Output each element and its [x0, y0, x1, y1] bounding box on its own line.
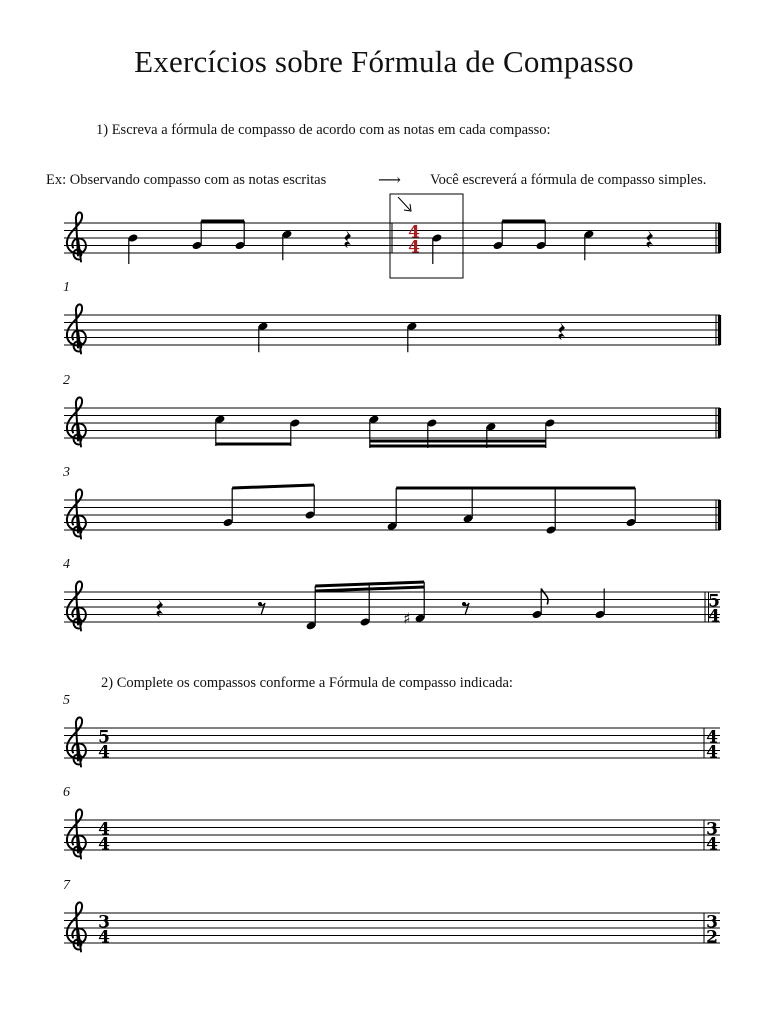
end-time-signature-6-bottom: 4 — [706, 834, 718, 855]
eighth-rest-icon — [258, 602, 265, 615]
end-time-signature-4-bottom: 4 — [708, 606, 720, 627]
beam — [232, 485, 314, 488]
note-flag — [541, 589, 548, 605]
beam — [315, 587, 424, 591]
start-time-signature-6-bottom: 4 — [98, 834, 110, 855]
start-time-signature-5-bottom: 4 — [98, 742, 110, 763]
page-title: Exercícios sobre Fórmula de Compasso — [134, 44, 634, 79]
measure-number-2: 2 — [63, 373, 70, 388]
arrow-right-icon: ⟶ — [378, 172, 401, 189]
staff-ex5 — [64, 717, 720, 766]
end-time-signature-5-bottom: 4 — [706, 742, 718, 763]
beam — [315, 582, 424, 586]
example-time-signature-bottom: 4 — [408, 237, 420, 258]
measure-number-5: 5 — [63, 693, 70, 708]
instruction-1: 1) Escreva a fórmula de compasso de acordo com as notas em cada compasso: — [96, 122, 551, 138]
end-time-signature-7-top: 3 — [706, 912, 718, 933]
arrow-diagonal-icon — [398, 197, 410, 210]
start-time-signature-5-top: 5 — [98, 727, 110, 748]
end-time-signature-5-top: 4 — [706, 727, 718, 748]
start-time-signature-7-top: 3 — [98, 912, 110, 933]
staff-ex2 — [64, 397, 720, 446]
example-text-left: Ex: Observando compasso com as notas escritas — [46, 172, 327, 188]
measure-number-7: 7 — [63, 878, 70, 893]
treble-clef-icon — [67, 717, 86, 766]
example-box — [390, 194, 463, 278]
treble-clef-icon — [67, 581, 86, 630]
measure-number-6: 6 — [63, 785, 70, 800]
measure-number-1: 1 — [63, 280, 70, 295]
end-time-signature-4-top: 5 — [708, 591, 720, 612]
treble-clef-icon — [67, 397, 86, 446]
measure-number-4: 4 — [63, 557, 70, 572]
staff-ex3 — [64, 489, 720, 538]
staff-ex6 — [64, 809, 720, 858]
start-time-signature-6-top: 4 — [98, 819, 110, 840]
start-time-signature-7-bottom: 4 — [98, 927, 110, 948]
staff-ex7 — [64, 902, 720, 951]
treble-clef-icon — [67, 489, 86, 538]
eighth-rest-icon — [462, 602, 469, 615]
treble-clef-icon — [67, 809, 86, 858]
example-time-signature-top: 4 — [408, 222, 420, 243]
end-time-signature-6-top: 3 — [706, 819, 718, 840]
end-time-signature-7-bottom: 2 — [706, 927, 718, 948]
sharp-icon: ♯ — [403, 609, 411, 628]
measure-number-3: 3 — [63, 465, 70, 480]
treble-clef-icon — [67, 304, 86, 353]
treble-clef-icon — [67, 902, 86, 951]
treble-clef-icon — [67, 212, 86, 261]
example-text-right: Você escreverá a fórmula de compasso simples. — [430, 172, 707, 188]
staff-ex1 — [64, 304, 720, 353]
instruction-2: 2) Complete os compassos conforme a Fórmula de compasso indicada: — [101, 675, 513, 691]
